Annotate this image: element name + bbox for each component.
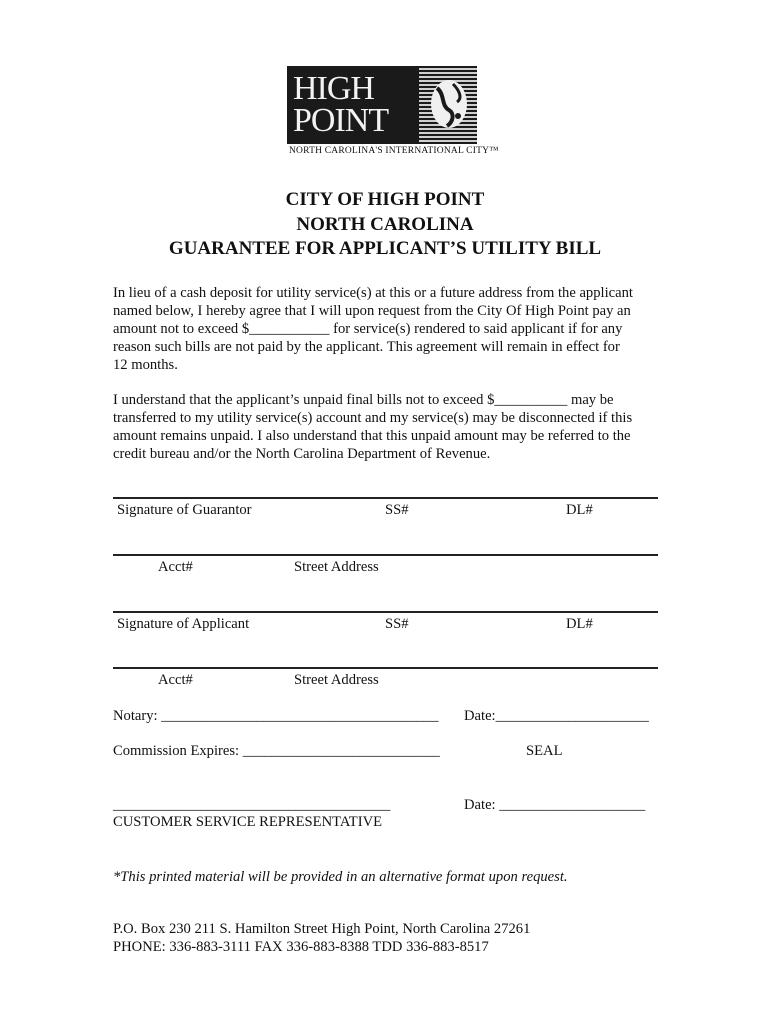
guarantor-address-line[interactable] [113,554,658,556]
seal-label: SEAL [526,743,563,759]
applicant-address-label: Street Address [294,672,379,688]
paragraph-line: transferred to my utility service(s) account and my service(s) may be disconnected if this [113,410,633,426]
globe-icon [427,76,471,132]
paragraph-line: 12 months. [113,357,178,373]
logo-emblem [287,66,477,144]
logo-tagline: NORTH CAROLINA'S INTERNATIONAL CITY™ [289,146,499,156]
applicant-acct-label: Acct# [158,672,193,688]
understanding-paragraph [113,391,658,463]
heading-state: NORTH CAROLINA [296,214,474,235]
footer-address: P.O. Box 230 211 S. Hamilton Street High Point, North Carolina 27261 [113,921,531,937]
applicant-ss-label: SS# [385,616,409,632]
logo-word-point: POINT [293,102,389,139]
guarantor-ss-label: SS# [385,502,409,518]
alternative-format-notice: *This printed material will be provided in an alternative format upon request. [113,869,568,885]
paragraph-line: credit bureau and/or the North Carolina Department of Revenue. [113,446,491,462]
applicant-dl-label: DL# [566,616,593,632]
commission-expires-field[interactable]: Commission Expires: ___________________________ [113,743,440,759]
city-logo [287,66,499,162]
guarantor-dl-label: DL# [566,502,593,518]
footer-phone: PHONE: 336-883-3111 FAX 336-883-8388 TDD 336-883-8517 [113,939,489,955]
paragraph-line: amount not to exceed $___________ for service(s) rendered to said applicant if for any [113,321,623,337]
guarantor-signature-label: Signature of Guarantor [117,502,252,518]
applicant-signature-line[interactable] [113,611,658,613]
heading-city: CITY OF HIGH POINT [285,189,485,210]
paragraph-line: reason such bills are not paid by the applicant. This agreement will remain in effect for [113,339,620,355]
guarantor-acct-label: Acct# [158,559,193,575]
csr-signature-field[interactable]: ______________________________________ [113,797,391,813]
paragraph-line: amount remains unpaid. I also understand that this unpaid amount may be referred to the [113,428,631,444]
guarantor-address-label: Street Address [294,559,379,575]
applicant-address-line[interactable] [113,667,658,669]
guarantee-paragraph [113,284,658,374]
guarantor-signature-line[interactable] [113,497,658,499]
paragraph-line: named below, I hereby agree that I will upon request from the City Of High Point pay an [113,303,631,319]
notary-date-field[interactable]: Date:_____________________ [464,708,649,724]
csr-date-field[interactable]: Date: ____________________ [464,797,646,813]
csr-label: CUSTOMER SERVICE REPRESENTATIVE [113,814,383,830]
page-title: GUARANTEE FOR APPLICANT’S UTILITY BILL [168,238,602,259]
paragraph-line: I understand that the applicant’s unpaid final bills not to exceed $__________ may be [113,392,614,408]
logo-word-high: HIGH [293,70,374,107]
notary-field[interactable]: Notary: ______________________________________ [113,708,439,724]
paragraph-line: In lieu of a cash deposit for utility service(s) at this or a future address from the applicant [113,285,633,301]
applicant-signature-label: Signature of Applicant [117,616,250,632]
